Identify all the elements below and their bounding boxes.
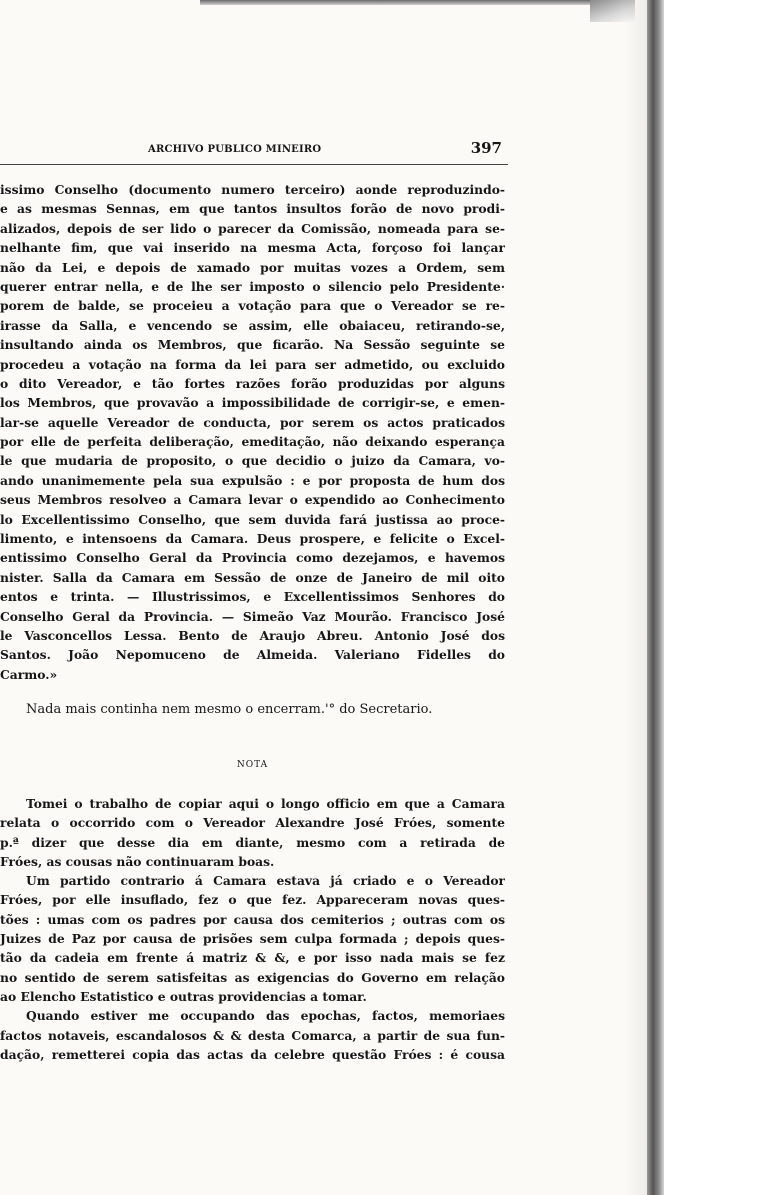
text-line: alizados, depois de ser lido o parecer da Comissão, nomeada para se- xyxy=(0,220,505,236)
text-line: por elle de perfeita deliberação, emeditação, não deixando esperança xyxy=(0,434,505,450)
text-line: le Vasconcellos Lessa. Bento de Araujo Abreu. Antonio José dos xyxy=(0,627,505,643)
text-line: Conselho Geral da Provincia. — Simeão Vaz Mourão. Francisco José xyxy=(0,608,505,624)
text-line: ando unanimemente pela sua expulsão : e por proposta de hum dos xyxy=(0,472,505,488)
nota-line: Um partido contrario á Camara estava já criado e o Vereador xyxy=(26,873,505,889)
text-line: limento, e intensoens da Camara. Deus prospere, e felicite o Excel- xyxy=(0,531,505,547)
text-line: porem de balde, se proceieu a votação para que o Vereador se re- xyxy=(0,298,505,314)
running-title: ARCHIVO PUBLICO MINEIRO xyxy=(148,144,322,155)
nota-line: tão da cadeia em frente á matriz & &, e por isso nada mais se fez xyxy=(0,950,505,966)
text-line: le que mudaria de proposito, o que decidio o juizo da Camara, vo- xyxy=(0,453,505,469)
text-line: e as mesmas Sennas, em que tantos insultos forão de novo prodi- xyxy=(0,201,505,217)
nota-line: Tomei o trabalho de copiar aqui o longo officio em que a Camara xyxy=(26,796,505,811)
text-line: Carmo.» xyxy=(0,666,58,682)
nota-line: Juizes de Paz por causa de prisões sem culpa formada ; depois ques- xyxy=(0,931,505,947)
nota-line: no sentido de serem satisfeitas as exigencias do Governo em relação xyxy=(0,969,505,985)
page-number: 397 xyxy=(470,139,502,157)
text-line: procedeu a votação na forma da lei para ser admetido, ou excluido xyxy=(0,356,505,372)
running-header xyxy=(0,140,508,165)
text-line: insultando ainda os Membros, que ficarão. Na Sessão seguinte se xyxy=(0,337,505,353)
scan-top-edge xyxy=(200,0,620,5)
nota-line: Fróes, por elle insuflado, fez o que fez. Appareceram novas ques- xyxy=(0,892,505,908)
nota-heading: NOTA xyxy=(236,760,269,770)
text-line: não da Lei, e depois de xamado por muitas vozes a Ordem, sem xyxy=(0,259,505,275)
body-text xyxy=(0,180,505,684)
nota-line: relata o occorrido com o Vereador Alexandre José Fróes, somente xyxy=(0,815,505,831)
text-line: lo Excellentissimo Conselho, que sem duvida fará justissa ao proce- xyxy=(0,511,505,527)
text-line: entos e trinta. — Illustrissimos, e Excellentissimos Senhores do xyxy=(0,589,505,605)
page-gutter-shade xyxy=(624,0,648,1195)
nota-line: tões : umas com os padres por causa dos cemiterios ; outras com os xyxy=(0,911,505,927)
text-line: nister. Salla da Camara em Sessão de onze de Janeiro de mil oito xyxy=(0,569,505,585)
text-line: Santos. João Nepomuceno de Almeida. Valeriano Fidelles do xyxy=(0,647,505,663)
nota-line: p.ª dizer que desse dia em diante, mesmo com a retirada de xyxy=(0,834,505,850)
closing-line: Nada mais continha nem mesmo o encerram.'° do Secretario. xyxy=(26,702,433,717)
nota-text xyxy=(0,794,505,1064)
nota-line: factos notaveis, escandalosos & & desta Comarca, a partir de sua fun- xyxy=(0,1027,505,1043)
text-line: nelhante fim, que vai inserido na mesma Acta, forçoso foi lançar xyxy=(0,240,505,256)
text-line: querer entrar nella, e de lhe ser imposto o silencio pelo Presidente· xyxy=(0,278,505,294)
text-line: lar-se aquelle Vereador de conducta, por serem os actos praticados xyxy=(0,414,505,430)
blank-margin xyxy=(664,0,770,1195)
text-line: entissimo Conselho Geral da Provincia como dezejamos, e havemos xyxy=(0,550,505,566)
nota-line: ao Elencho Estatistico e outras providencias a tomar. xyxy=(0,988,367,1004)
text-line: seus Membros resolveo a Camara levar o expendido ao Conhecimento xyxy=(0,492,505,508)
nota-line: dação, remetterei copia das actas da celebre questão Fróes : é cousa xyxy=(0,1046,505,1062)
nota-line: Quando estiver me occupando das epochas, factos, memoriaes xyxy=(26,1008,505,1024)
nota-line: Fróes, as cousas não continuaram boas. xyxy=(0,853,275,869)
text-line: o dito Vereador, e tão fortes razões forão produzidas por alguns xyxy=(0,375,505,391)
book-spine xyxy=(647,0,664,1195)
text-line: issimo Conselho (documento numero terceiro) aonde reproduzindo- xyxy=(0,182,505,197)
text-line: los Membros, que provavão a impossibilidade de corrigir-se, e emen- xyxy=(0,395,505,411)
text-line: irasse da Salla, e vencendo se assim, elle obaiaceu, retirando-se, xyxy=(0,317,505,333)
